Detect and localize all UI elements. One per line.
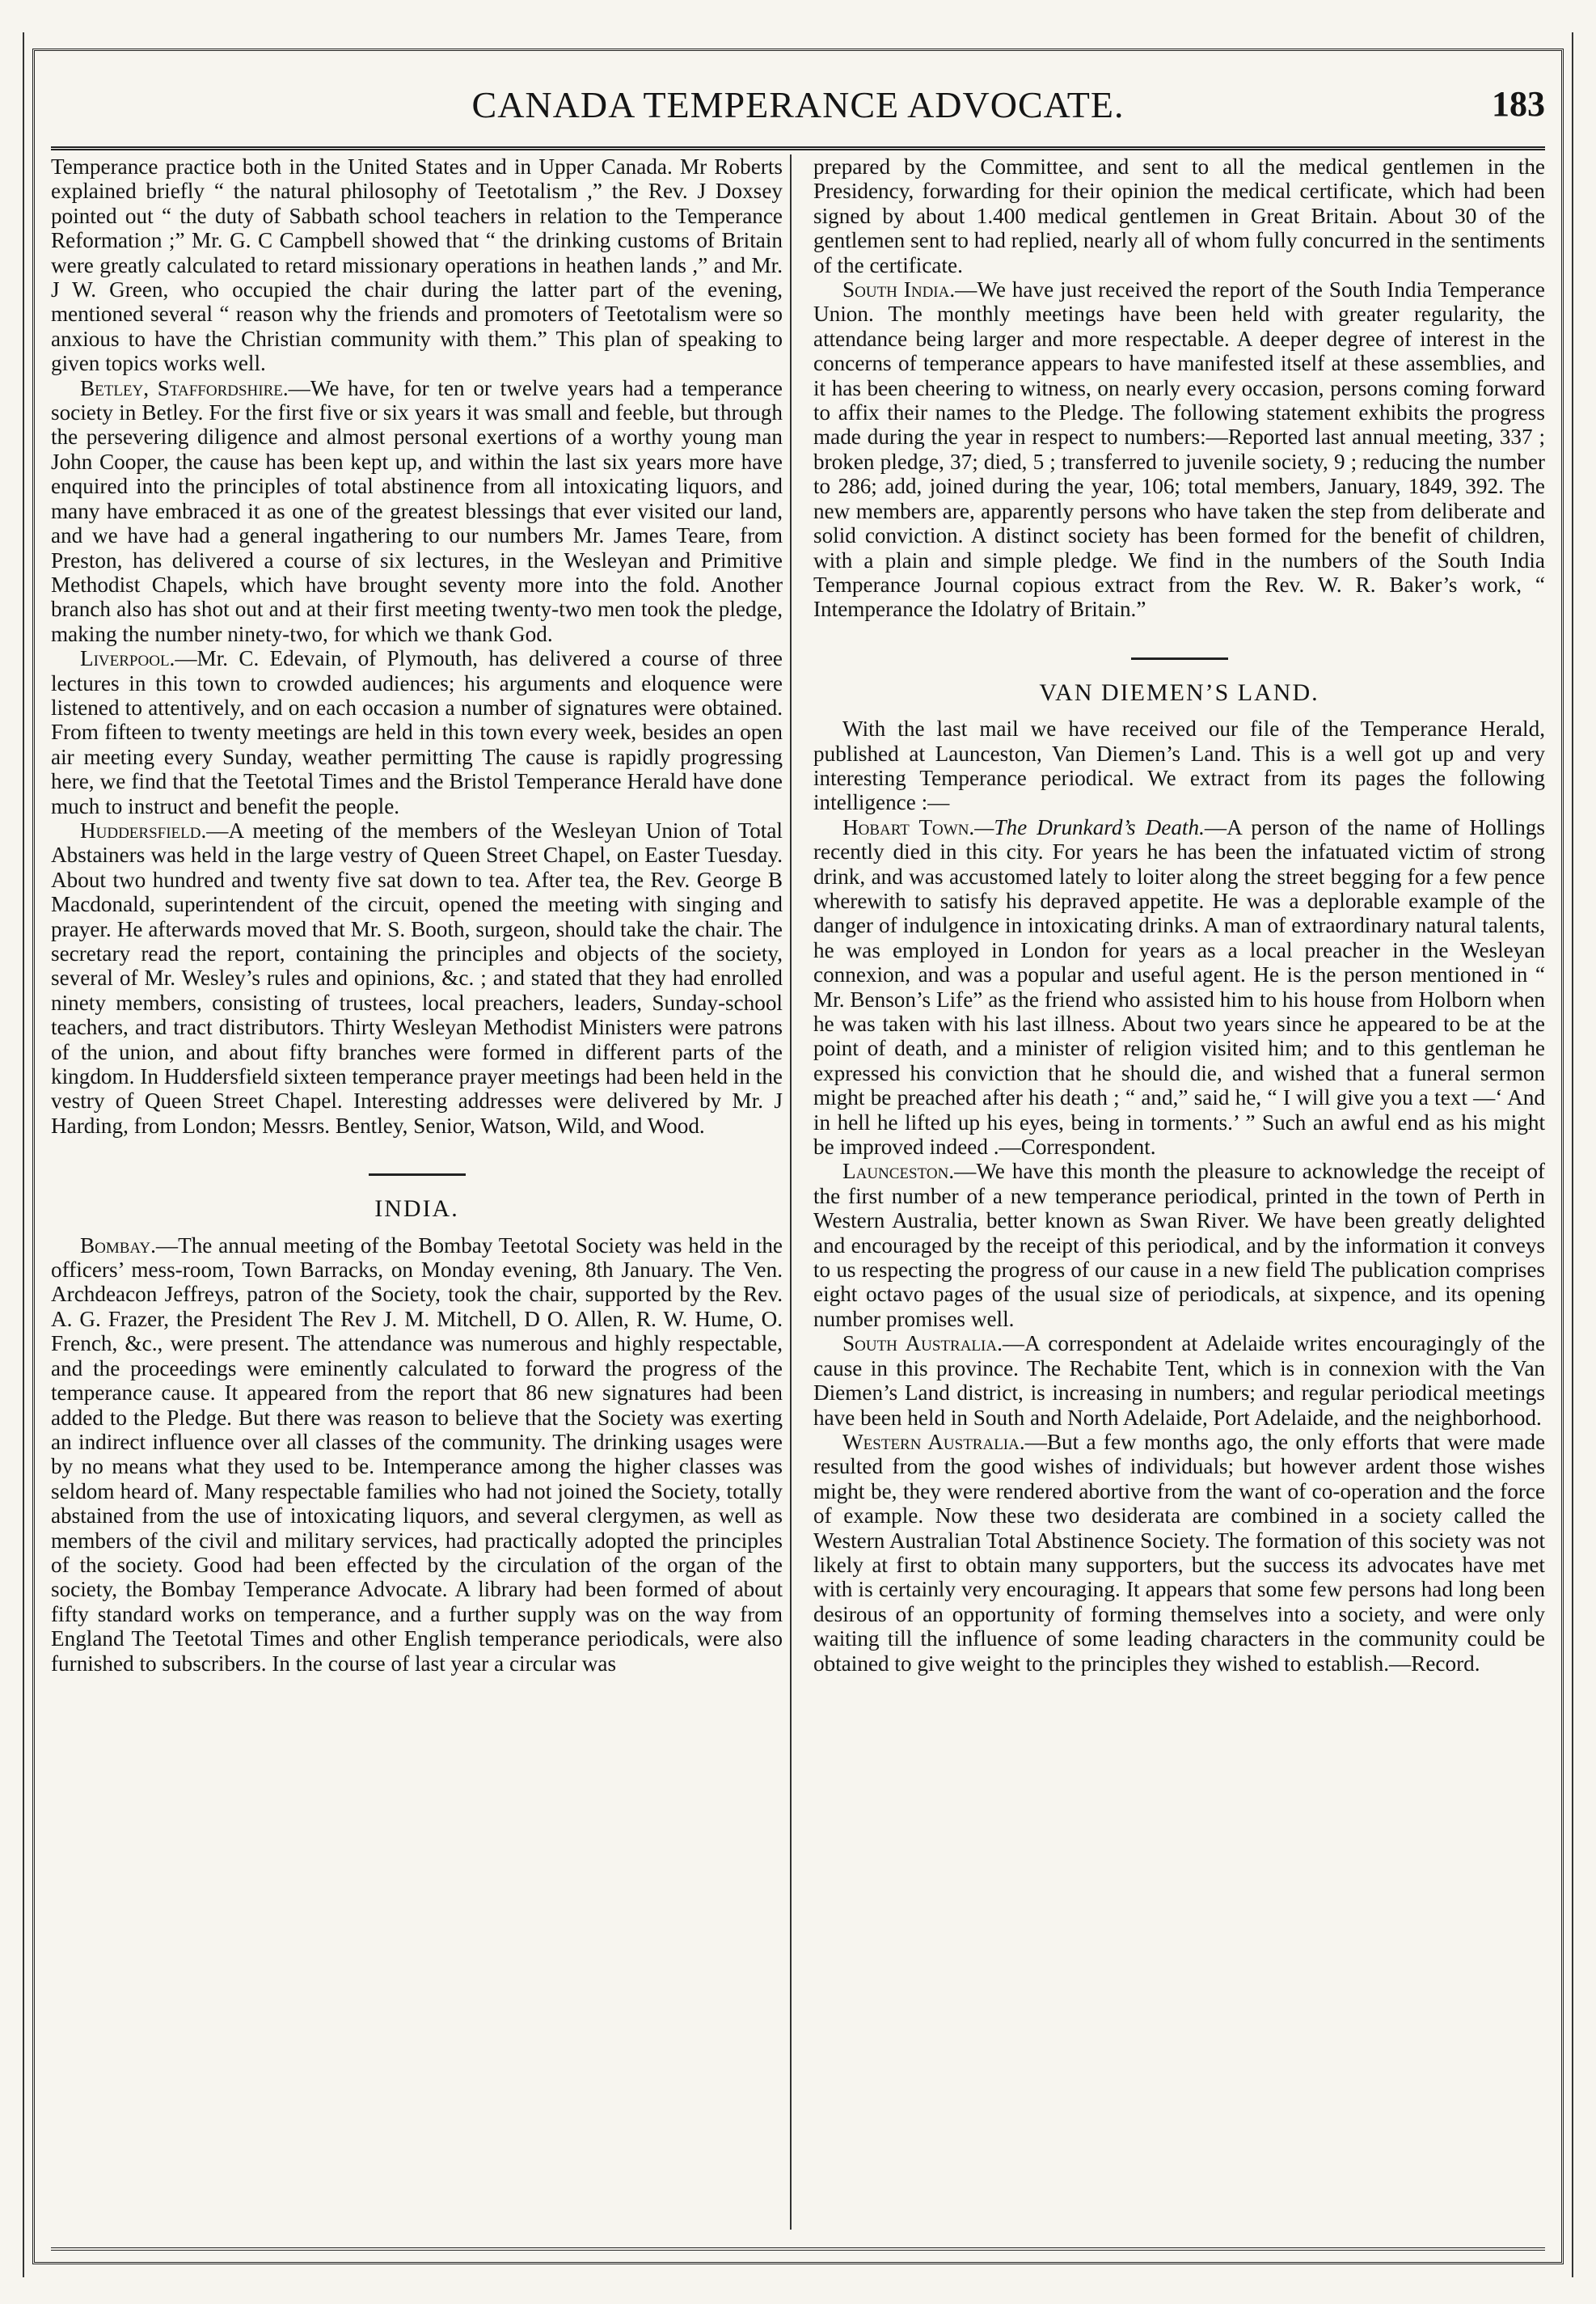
- newspaper-page: [32, 49, 1564, 2264]
- dateline-hobart: Hobart Town.: [842, 814, 975, 839]
- paragraph-western-australia-text: —But a few months ago, the only efforts that were made resulted from the good wishes of individuals; but however ardent those wishes might be, they were rendered abortive from the want of co-operation and the force of example. Now these two desiderata are combined in a society called the Western Australian Total Abstinence Society. The formation of this society was not likely at first to obtain many supporters, but the success its advocates have met with is certainly very encouraging. It appears that some few persons had long been desirous of an opportunity of forming themselves into a society, and were only waiting till the influence of some leading characters in the community could be obtained to give weight to the principles they wished to establish.—Record.: [813, 1429, 1545, 1676]
- column-rule: [790, 154, 792, 2230]
- section-heading-india: INDIA.: [374, 1195, 459, 1223]
- paragraph-south-australia: [813, 1331, 1545, 1430]
- paragraph-bombay: [51, 1233, 783, 1676]
- subhead-drunkards-death: —The Drunkard’s Death.: [974, 814, 1205, 839]
- paragraph-continuation: Temperance practice both in the United States and in Upper Canada. Mr Roberts explained briefly “ the natural philosophy of Teetotalism ,” the Rev. J Doxsey pointed out “ the duty of Sabbath school teachers in relation to the Temperance Reformation ;” Mr. G. C Campbell showed that “ the drinking customs of Britain were greatly calculated to retard missionary operations in heathen lands ,” and Mr. J W. Green, who occupied the chair during the latter part of the evening, mentioned several “ reason why the friends and promoters of Teetotalism were so anxious to have the Christian community with them.” This plan of speaking to given topics works well.: [51, 154, 783, 376]
- left-column: [51, 154, 783, 2230]
- paragraph-launceston: [813, 1159, 1545, 1331]
- paragraph-hobart: [813, 815, 1545, 1160]
- paragraph-liverpool: [51, 646, 783, 818]
- dateline-launceston: Launceston.: [842, 1159, 955, 1184]
- paragraph-south-india-text: —We have just received the report of the South India Temperance Union. The monthly meetings have been held with greater regularity, the attendance being larger and more respectable. A deeper degree of interest in the concerns of temperance appears to have manifested itself at these assemblies, and it has been cheering to witness, on nearly every occasion, persons coming forward to affix their names to the Pledge. The following statement exhibits the progress made during the year in respect to numbers:—Reported last annual meeting, 337 ; broken pledge, 37; died, 5 ; transferred to juvenile society, 9 ; reducing the number to 286; add, joined during the year, 106; total members, January, 1849, 392. The new members are, apparently persons who have taken the step from deliberate and solid conviction. A distinct society has been formed for the benefit of children, with a plain and simple pledge. We find in the numbers of the South India Temperance Journal copious extract from the Rev. W. R. Baker’s work, “ Intemperance the Idolatry of Britain.”: [813, 277, 1545, 622]
- dateline-western-australia: Western Australia.: [842, 1429, 1025, 1454]
- paragraph-huddersfield-text: —A meeting of the members of the Wesleyan Union of Total Abstainers was held in the large vestry of Queen Street Chapel, on Easter Tuesday. About two hundred and twenty five sat down to tea. After tea, the Rev. George B Macdonald, superintendent of the circuit, opened the meeting with singing and prayer. He afterwards moved that Mr. S. Booth, surgeon, should take the chair. The secretary read the report, containing the principles and objects of the society, several of Mr. Wesley’s rules and opinions, &c. ; and stated that they had enrolled ninety members, consisting of trustees, local preachers, leaders, Sunday-school teachers, and tract distributors. Thirty Wesleyan Methodist Ministers were patrons of the union, and about fifty branches were formed in different parts of the kingdom. In Huddersfield sixteen temperance prayer meetings had been held in the vestry of Queen Street Chapel. Interesting addresses were delivered by Mr. J Harding, from London; Messrs. Bentley, Senior, Watson, Wild, and Wood.: [51, 818, 783, 1138]
- dateline-huddersfield: Huddersfield.: [80, 818, 207, 843]
- article-columns: [51, 154, 1545, 2230]
- dateline-betley: Betley, Staffordshire.: [80, 375, 289, 400]
- dateline-south-india: South India.: [842, 277, 956, 302]
- paragraph-bombay-text: —The annual meeting of the Bombay Teetotal Society was held in the officers’ mess-room, Town Barracks, on Monday evening, 8th January. The Ven. Archdeacon Jeffreys, patron of the Society, took the chair, supported by the Rev. A. G. Frazer, the President The Rev J. M. Mitchell, D O. Allen, R. W. Hume, O. French, &c., were present. The attendance was numerous and highly respectable, and the proceedings were eminently calculated to forward the progress of the temperance cause. It appeared from the report that 86 new signatures had been added to the Pledge. But there was reason to believe that the Society was exerting an indirect influence over all classes of the community. The drinking usages were by no means what they used to be. Intemperance among the higher classes was seldom heard of. Many respectable families who had not joined the Society, totally abstained from the use of intoxicating liquors, and several clergymen, as well as members of the civil and military services, had practically adopted the principles of the society. Good had been effected by the circulation of the organ of the society, the Bombay Temperance Advocate. A library had been formed of about fifty standard works on temperance, and a further supply was on the way from England The Teetotal Times and other English temperance periodicals, were also furnished to subscribers. In the course of last year a circular was: [51, 1232, 783, 1676]
- paragraph-south-australia-text: —A correspondent at Adelaide writes encouragingly of the cause in this province. The Rechabite Tent, which is in connexion with the Van Diemen’s Land district, is increasing in numbers; and regular periodical meetings have been held in South and North Adelaide, Port Adelaide, and the neighborhood.: [813, 1331, 1545, 1430]
- paragraph-hobart-text: —A person of the name of Hollings recently died in this city. For years he has been the infatuated victim of strong drink, and was accustomed lately to loiter along the street begging for a few pence wherewith to satisfy his depraved appetite. He was a deplorable example of the danger of indulgence in intoxicating drinks. A man of extraordinary natural talents, he was employed in London for years as a local preacher in the Wesleyan connexion, and was a popular and useful agent. He is the person mentioned in “ Mr. Benson’s Life” as the friend who assisted him to his house from Holborn when he was taken with his last illness. About two years since he appeared to be at the point of death, and a minister of religion visited him; and to this gentleman he expressed his conviction that he should die, and wished that a funeral sermon might be preached after his death ; “ and,” said he, “ I will give you a text —‘ And in hell he lifted up his eyes, being in torments.’ ” Such an awful end as his might be improved indeed .—Correspondent.: [813, 814, 1545, 1160]
- section-divider: [1131, 657, 1228, 660]
- paragraph-south-india: [813, 277, 1545, 622]
- paragraph-betley-text: —We have, for ten or twelve years had a temperance society in Betley. For the first five or six years it was small and feeble, but through the persevering diligence and almost personal exertions of a worthy young man John Cooper, the cause has been kept up, and within the last six years more have enquired into the principles of total abstinence from all intoxicating liquors, and many have embraced it as one of the greatest blessings that ever visited our land, and we have had a general ingathering to our numbers Mr. James Teare, from Preston, has delivered a course of six lectures, in the Wesleyan and Primitive Methodist Chapels, which have brought seventy more into the fold. Another branch also has shot out and at their first meeting twenty-two men took the pledge, making the number ninety-two, for which we thank God.: [51, 375, 783, 646]
- page-title: CANADA TEMPERANCE ADVOCATE.: [471, 84, 1125, 125]
- masthead: [51, 57, 1545, 150]
- section-heading-van-diemens-land: VAN DIEMEN’S LAND.: [1039, 679, 1319, 706]
- paragraph-medical-certificate: prepared by the Committee, and sent to all the medical gentlemen in the Presidency, forwarding for their opinion the medical certificate, which had been signed by about 1.400 medical gentlemen in Great Britain. About 30 of the gentlemen sent to had replied, nearly all of whom fully concurred in the sentiments of the certificate.: [813, 154, 1545, 277]
- right-column: [813, 154, 1545, 2230]
- paragraph-huddersfield: [51, 818, 783, 1138]
- page-number: 183: [1492, 84, 1545, 124]
- paragraph-betley: [51, 376, 783, 646]
- paragraph-liverpool-text: —Mr. C. Edevain, of Plymouth, has delivered a course of three lectures in this town to crowded audiences; his arguments and eloquence were listened to attentively, and on each occasion a number of signatures were obtained. From fifteen to twenty meetings are held in this town every week, besides an open air meeting every Sunday, weather permitting The cause is rapidly progressing here, we find that the Teetotal Times and the Bristol Temperance Herald have done much to instruct and benefit the people.: [51, 646, 783, 818]
- dateline-south-australia: South Australia.: [842, 1331, 1003, 1356]
- dateline-liverpool: Liverpool.: [80, 646, 175, 671]
- paragraph-vdl-intro: With the last mail we have received our file of the Temperance Herald, published at Launceston, Van Diemen’s Land. This is a well got up and very interesting Temperance periodical. We extract from its pages the following intelligence :—: [813, 717, 1545, 815]
- paragraph-western-australia: [813, 1430, 1545, 1676]
- paragraph-launceston-text: —We have this month the pleasure to acknowledge the receipt of the first number of a new temperance periodical, printed in the town of Perth in Western Australia, better known as Swan River. We have been greatly delighted and encouraged by the receipt of this periodical, and by the information it conveys to us respecting the progress of our cause in a new field The publication comprises eight octavo pages of the usual size of periodicals, at sixpence, and its opening number promises well.: [813, 1159, 1545, 1331]
- footer-rule: [51, 2247, 1545, 2251]
- section-divider: [369, 1173, 466, 1176]
- dateline-bombay: Bombay.: [80, 1232, 156, 1258]
